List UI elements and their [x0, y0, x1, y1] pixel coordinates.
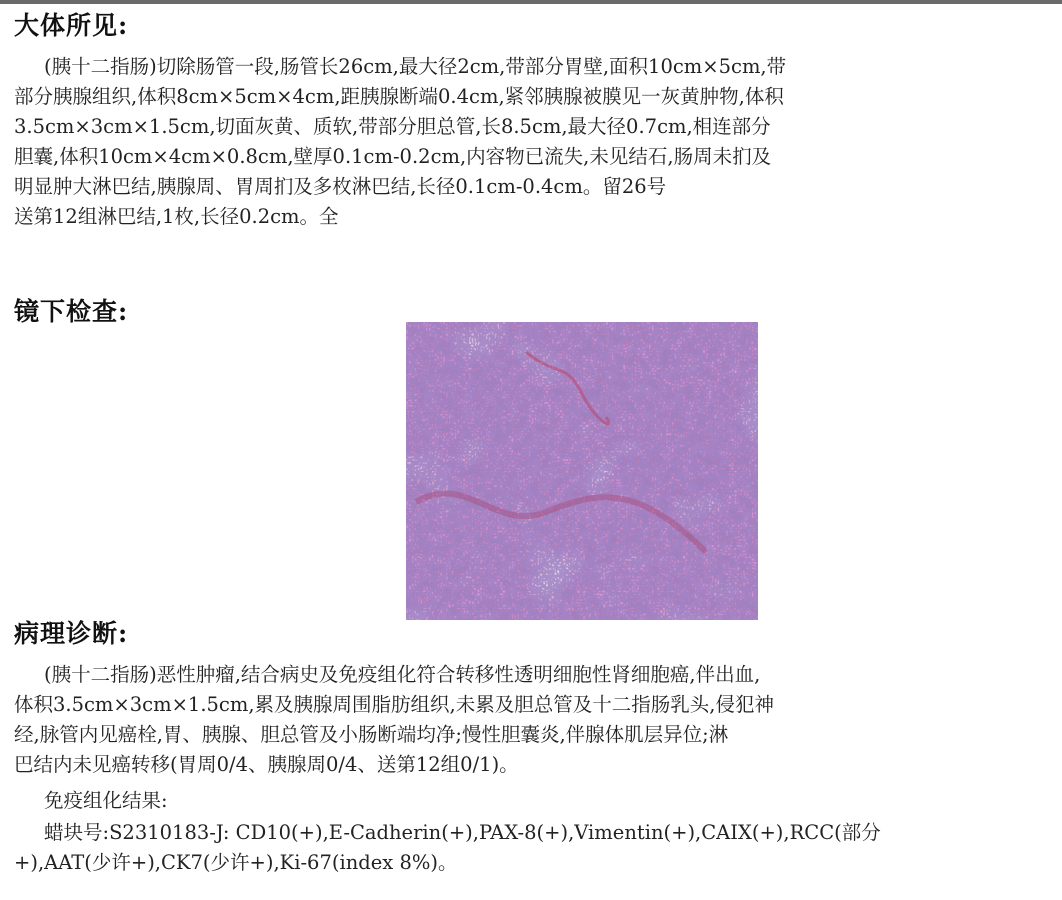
gross-line: 部分胰腺组织,体积8cm×5cm×4cm,距胰腺断端0.4cm,紧邻胰腺被膜见一灰黄肿物,体积 — [14, 85, 784, 108]
diagnosis-line: (胰十二指肠)恶性肿瘤,结合病史及免疫组化符合转移性透明细胞性肾细胞癌,伴出血, — [44, 663, 761, 686]
ihc-results-text — [14, 818, 1058, 878]
ihc-line: 蜡块号:S2310183-J: CD10(+),E-Cadherin(+),PAX-8(+),Vimentin(+),CAIX(+),RCC(部分 — [44, 821, 881, 844]
diagnosis-line: 经,脉管内见癌栓,胃、胰腺、胆总管及小肠断端均净;慢性胆囊炎,伴腺体肌层异位;淋 — [14, 723, 729, 746]
diagnosis-text — [14, 660, 1058, 780]
histology-micrograph-icon — [406, 322, 758, 620]
gross-line: 明显肿大淋巴结,胰腺周、胃周扪及多枚淋巴结,长径0.1cm-0.4cm。留26号 — [14, 175, 667, 198]
microscopy-heading: 镜下检查: — [14, 297, 129, 326]
gross-findings-text — [14, 52, 1058, 232]
ihc-results-label: 免疫组化结果: — [44, 789, 168, 812]
gross-findings-heading: 大体所见: — [14, 11, 129, 40]
gross-line: 3.5cm×3cm×1.5cm,切面灰黄、质软,带部分胆总管,长8.5cm,最大径0.7cm,相连部分 — [14, 115, 771, 138]
top-border-rule — [0, 0, 1062, 4]
histology-micrograph-image — [406, 322, 758, 620]
gross-line: 送第12组淋巴结,1枚,长径0.2cm。全 — [14, 205, 339, 228]
diagnosis-line: 体积3.5cm×3cm×1.5cm,累及胰腺周围脂肪组织,未累及胆总管及十二指肠乳头,侵犯神 — [14, 693, 774, 716]
gross-line: (胰十二指肠)切除肠管一段,肠管长26cm,最大径2cm,带部分胃壁,面积10cm×5cm,带 — [44, 55, 787, 78]
pathology-diagnosis-heading: 病理诊断: — [14, 619, 129, 648]
diagnosis-line: 巴结内未见癌转移(胃周0/4、胰腺周0/4、送第12组0/1)。 — [14, 753, 519, 776]
gross-line: 胆囊,体积10cm×4cm×0.8cm,壁厚0.1cm-0.2cm,内容物已流失,未见结石,肠周未扪及 — [14, 145, 772, 168]
ihc-line: +),AAT(少许+),CK7(少许+),Ki-67(index 8%)。 — [14, 851, 458, 874]
